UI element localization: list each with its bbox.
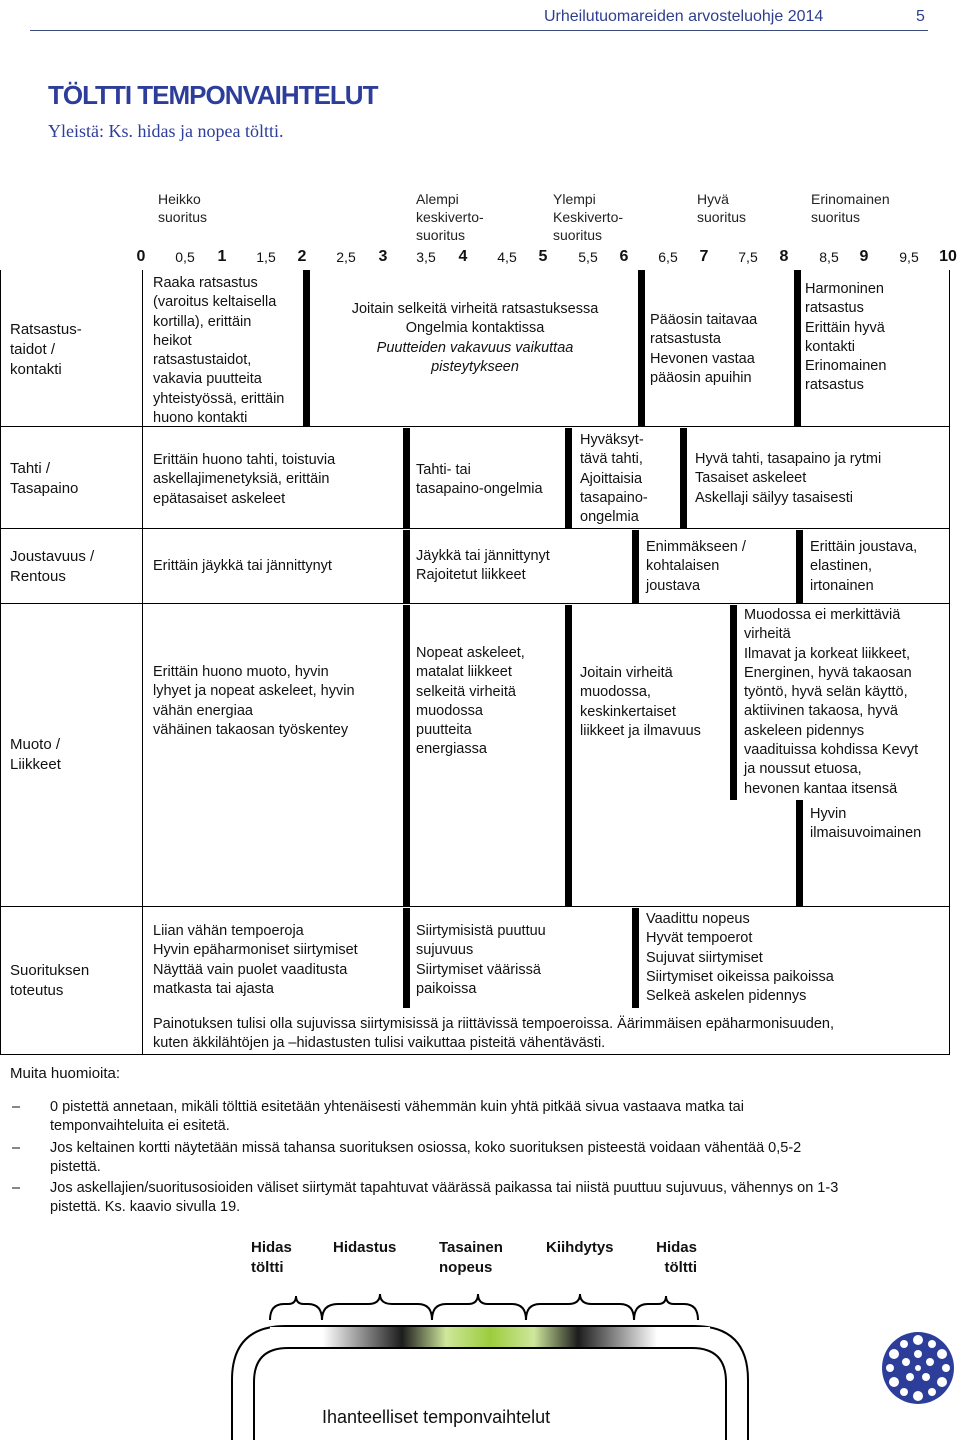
scale-value: 1,5 bbox=[256, 249, 276, 265]
score-bar bbox=[403, 605, 410, 906]
scale-value: 0 bbox=[136, 248, 146, 265]
form-weak-text: Erittäin huono muoto, hyvin lyhyet ja nopeat askeleet, hyvin vähän energiaa vähäinen takaosan työskentey bbox=[153, 664, 355, 738]
score-bar bbox=[730, 605, 737, 800]
column-header-upper-average: Ylempi Keskiverto- suoritus bbox=[553, 191, 624, 244]
execution-note: Painotuksen tulisi olla sujuvissa siirtymisissä ja riittävissä tempoeroissa. Äärimmäisen epäharmonisuuden, kuten äkkilähtöjen ja –hidastusten tulisi vaikuttaa pisteitä vähentävästi. bbox=[153, 1016, 834, 1052]
scale-value: 5,5 bbox=[578, 249, 598, 265]
column-header-lower-average: Alempi keskiverto- suoritus bbox=[416, 191, 484, 244]
scale-value: 3,5 bbox=[416, 249, 436, 265]
score-bar bbox=[638, 270, 645, 426]
score-bar bbox=[680, 428, 687, 528]
scale-value: 8 bbox=[779, 248, 789, 265]
label-column-divider bbox=[142, 270, 143, 1054]
scale-value: 5 bbox=[538, 248, 548, 265]
rhythm-lower-text: Tahti- tai tasapaino-ongelmia bbox=[416, 462, 543, 498]
list-item: – 0 pistettä annetaan, mikäli tölttiä esitetään yhtenäisesti vähemmän kuin yhtä pitkää sivua vastaava matka tai temponvaihteluita ei esitetä. bbox=[12, 1099, 744, 1135]
list-item: – Jos keltainen kortti näytetään missä tahansa suorituksen osiossa, koko suorituksen pisteestä voidaan vähentää 0,5-2 pistettä. bbox=[12, 1139, 802, 1175]
rhythm-upper-text: Hyväksyt- tävä tahti, Ajoittaisia tasapaino- ongelmia bbox=[580, 432, 648, 526]
score-bar bbox=[565, 605, 572, 906]
diagram-label-deceleration: Hidastus bbox=[333, 1239, 397, 1256]
riding-weak-text: Raaka ratsastus (varoitus keltaisella kortilla), erittäin heikot ratsastustaidot, vakavia puutteita yhteistyössä, erittäin huono kontakti bbox=[153, 275, 285, 426]
scale-value: 9,5 bbox=[899, 249, 919, 265]
score-bar bbox=[632, 908, 639, 1008]
header-divider bbox=[30, 30, 928, 31]
tempo-gradient-band bbox=[270, 1327, 710, 1347]
execution-weak-text: Liian vähän tempoeroja Hyvin epäharmoniset siirtymiset Näyttää vain puolet vaaditusta matkasta tai ajasta bbox=[153, 923, 358, 997]
brace-slow-start bbox=[270, 1296, 322, 1320]
diagram-label-steady-speed: Tasainen nopeus bbox=[439, 1239, 503, 1276]
scale-value: 6,5 bbox=[658, 249, 678, 265]
score-bar bbox=[796, 530, 803, 603]
scale-value: 3 bbox=[378, 248, 388, 265]
riding-mid-text: Joitain selkeitä virheitä ratsastuksessa Ongelmia kontaktissa Puutteiden vakavuus vaikuttaa pisteytykseen bbox=[351, 301, 599, 375]
scale-value: 0,5 bbox=[175, 249, 195, 265]
page-title: TÖLTTI TEMPONVAIHTELUT bbox=[48, 80, 378, 110]
diagram-label-slow-start: Hidas töltti bbox=[251, 1239, 292, 1276]
scale-value: 4,5 bbox=[497, 249, 517, 265]
form-lower-text: Nopeat askeleet, matalat liikkeet selkeitä virheitä muodossa puutteita energiassa bbox=[416, 645, 525, 758]
score-bar bbox=[794, 270, 801, 426]
execution-good-text: Vaadittu nopeus Hyvät tempoerot Sujuvat siirtymiset Siirtymiset oikeissa paikoissa Selkeä askelen pidennys bbox=[646, 911, 834, 1005]
scale-value: 4 bbox=[458, 248, 468, 265]
riding-excellent-text: Harmoninen ratsastus Erittäin hyvä kontakti Erinomainen ratsastus bbox=[805, 281, 887, 394]
diagram-label-acceleration: Kiihdytys bbox=[546, 1239, 614, 1256]
page-subtitle: Yleistä: Ks. hidas ja nopea töltti. bbox=[48, 121, 284, 141]
scale-value: 6 bbox=[619, 248, 629, 265]
row-label-riding-skills: Ratsastus- taidot / kontakti bbox=[10, 321, 82, 378]
dash-bullet-icon: – bbox=[12, 1180, 21, 1197]
other-remarks-label: Muita huomioita: bbox=[10, 1065, 121, 1082]
suppleness-lower-text: Jäykkä tai jännittynyt Rajoitetut liikkeet bbox=[416, 548, 550, 584]
header-title: Urheilutuomareiden arvosteluohje 2014 bbox=[544, 8, 824, 25]
brace-slow-end bbox=[634, 1296, 698, 1320]
suppleness-excellent-text: Erittäin joustava, elastinen, irtonainen bbox=[810, 539, 918, 594]
score-bar bbox=[403, 908, 410, 1008]
suppleness-weak-text: Erittäin jäykkä tai jännittynyt bbox=[153, 558, 332, 574]
dash-bullet-icon: – bbox=[12, 1139, 21, 1156]
column-header-good: Hyvä suoritus bbox=[697, 191, 747, 226]
diagram-label-slow-end: Hidas töltti bbox=[656, 1239, 697, 1276]
column-header-weak: Heikko suoritus bbox=[158, 191, 208, 226]
scale-value: 10 bbox=[939, 248, 957, 265]
rhythm-weak-text: Erittäin huono tahti, toistuvia askellajimenetyksiä, erittäin epätasaiset askeleet bbox=[153, 452, 336, 507]
table-frame-right bbox=[949, 270, 950, 1054]
table-frame-left bbox=[0, 270, 1, 1054]
score-bar bbox=[403, 530, 410, 603]
form-upper-text: Joitain virheitä muodossa, keskinkertaiset liikkeet ja ilmavuus bbox=[580, 665, 701, 739]
score-bar bbox=[403, 428, 410, 528]
score-bar bbox=[565, 428, 572, 528]
scale-value: 1 bbox=[217, 248, 227, 265]
diagram-caption: Ihanteelliset temponvaihtelut bbox=[322, 1407, 551, 1427]
form-excellent-text: Hyvin ilmaisuvoimainen bbox=[810, 806, 922, 842]
list-item: – Jos askellajien/suoritusosioiden väliset siirtymät tapahtuvat väärässä paikassa tai niistä puuttuu sujuvuus, vähennys on 1-3 pistettä. Ks. kaavio sivulla 19. bbox=[12, 1180, 839, 1216]
brace-acceleration bbox=[526, 1294, 634, 1320]
score-bar bbox=[632, 530, 639, 603]
row-label-form: Muoto / Liikkeet bbox=[10, 736, 61, 773]
score-bar bbox=[796, 800, 803, 906]
row-label-execution: Suorituksen toteutus bbox=[10, 962, 90, 999]
row-divider bbox=[0, 1054, 950, 1055]
remarks-list bbox=[12, 1098, 952, 1220]
scale-value: 7,5 bbox=[738, 249, 758, 265]
suppleness-good-text: Enimmäkseen / kohtalaisen joustava bbox=[646, 539, 746, 594]
execution-lower-text: Siirtymisistä puuttuu sujuvuus Siirtymiset väärissä paikoissa bbox=[416, 923, 546, 997]
rhythm-good-text: Hyvä tahti, tasapaino ja rytmi Tasaiset askeleet Askellaji säilyy tasaisesti bbox=[695, 451, 882, 506]
score-bar bbox=[303, 270, 310, 426]
scale-value: 9 bbox=[859, 248, 869, 265]
scale-value: 2,5 bbox=[336, 249, 356, 265]
page-number: 5 bbox=[916, 8, 925, 25]
scale-value: 7 bbox=[699, 248, 709, 265]
form-good-text: Muodossa ei merkittäviä virheitä Ilmavat ja korkeat liikkeet, Energinen, hyvä takaosan työntö, hyvä selän käyttö, aktiivinen takaosa, hyvä askeleen pidennys vaadituissa kohdissa Kevyt ja noussut etuosa, hevonen kantaa itsensä bbox=[744, 607, 919, 797]
scale-value: 2 bbox=[297, 248, 307, 265]
dash-bullet-icon: – bbox=[12, 1099, 21, 1115]
organization-logo bbox=[880, 1330, 956, 1406]
riding-good-text: Pääosin taitavaa ratsastusta Hevonen vastaa pääosin apuihin bbox=[650, 312, 758, 386]
brace-steady bbox=[432, 1294, 526, 1320]
column-header-excellent: Erinomainen suoritus bbox=[811, 191, 890, 226]
brace-deceleration bbox=[322, 1294, 432, 1320]
row-label-suppleness: Joustavuus / Rentous bbox=[10, 548, 95, 585]
scale-value: 8,5 bbox=[819, 249, 839, 265]
row-label-rhythm: Tahti / Tasapaino bbox=[10, 460, 79, 497]
